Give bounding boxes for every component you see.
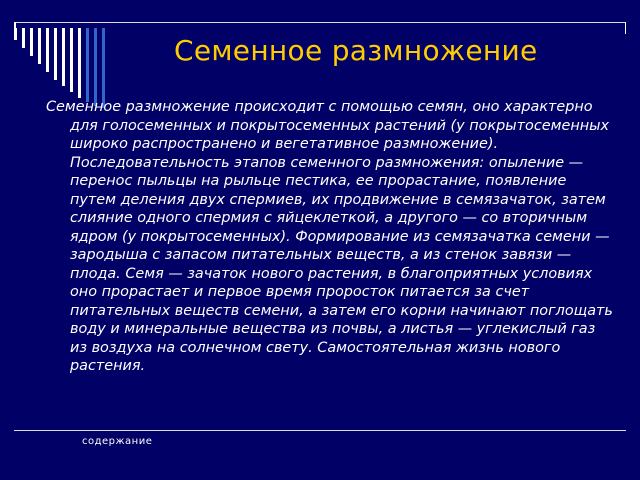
slide-body-text: Семенное размножение происходит с помощью семян, оно характерно для голосеменных и покрытосеменных растений (у покрытосеменных широко распространено и вегетативное размножение). Последовательность этапов семенного размножения: опыление — перенос пыльцы на рыльце пестика, ее прорастание, появление путем деления двух спермиев, их продвижение в семязачаток, затем слияние одного спермия с яйцеклеткой, а другого — со вторичным ядром (у покрытосеменных). Формирование из семязачатка семени — зародыша с запасом питательных веществ, а из стенок завязи — плода. Семя — зачаток нового растения, в благоприятных условиях оно прорастает и первое время проросток питается за счет питательных веществ семени, а затем его корни начинают поглощать воду и минеральные вещества из почвы, а листья — углекислый газ из воздуха на солнечном свету. Самостоятельная жизнь нового растения. — [46, 99, 613, 374]
top-divider — [14, 22, 626, 23]
decorative-stripe-blue — [94, 28, 97, 106]
decorative-stripe — [62, 28, 65, 86]
decorative-stripe — [14, 28, 17, 40]
decorative-stripe — [70, 28, 73, 92]
decorative-stripe-blue — [102, 28, 105, 108]
top-divider-right-tick — [625, 22, 626, 34]
decorative-stripe — [46, 28, 49, 72]
decorative-stripe — [22, 28, 25, 48]
decorative-stripe — [38, 28, 41, 64]
bottom-divider — [14, 430, 626, 431]
decorative-stripe — [30, 28, 33, 56]
contents-link[interactable]: содержание — [82, 436, 153, 447]
decorative-stripe — [54, 28, 57, 80]
slide-title: Семенное размножение — [174, 34, 538, 67]
decorative-stripes — [14, 28, 114, 108]
decorative-stripe — [78, 28, 81, 98]
decorative-stripe-blue — [86, 28, 89, 102]
